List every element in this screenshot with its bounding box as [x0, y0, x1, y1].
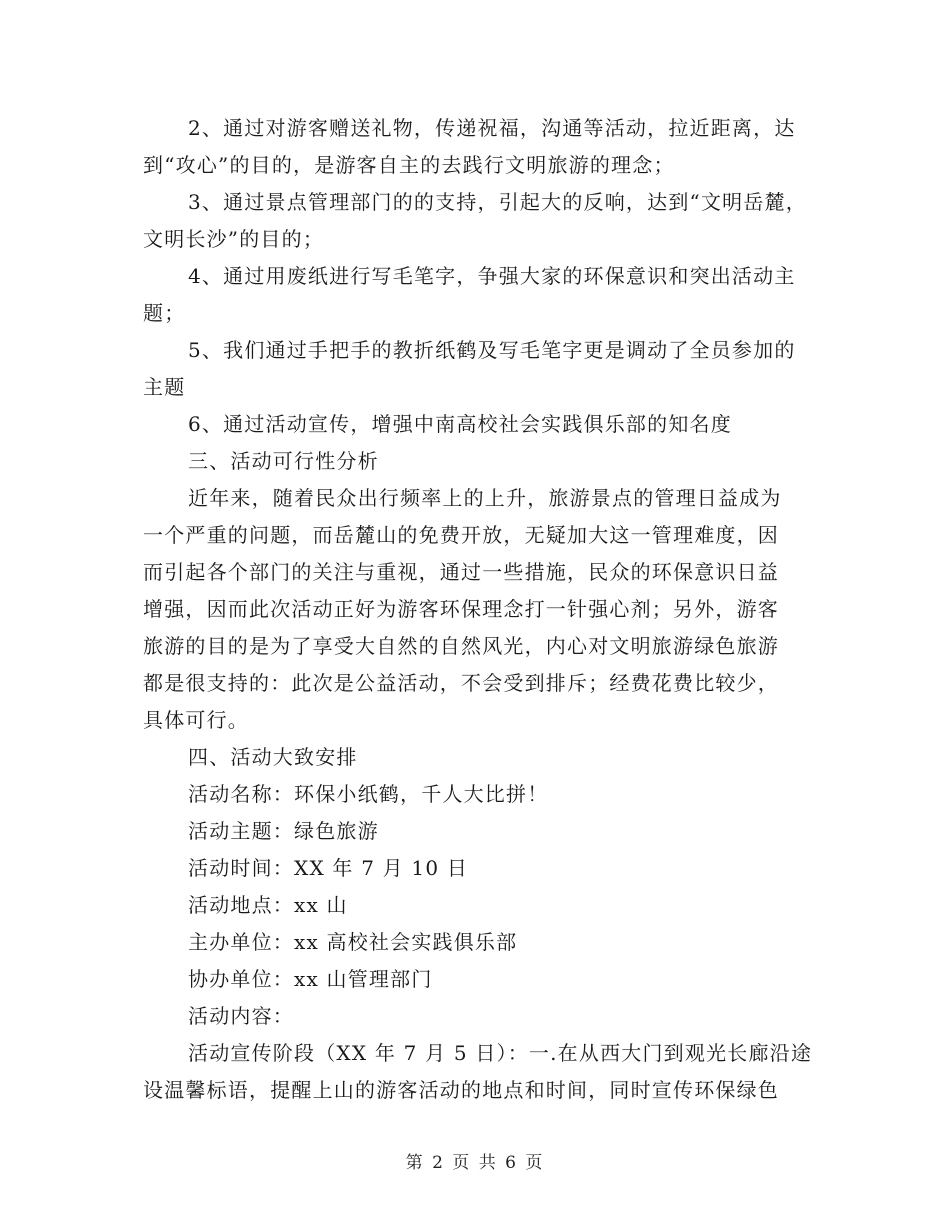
paragraph-line: 主题 [143, 375, 186, 399]
paragraph-line: 活动宣传阶段（XX 年 7 月 5 日）：一.在从西大门到观光长廊沿途 [188, 1041, 813, 1065]
paragraph-line: 5、我们通过手把手的教折纸鹤及写毛笔字更是调动了全员参加的 [188, 338, 796, 362]
activity-time: 活动时间：XX 年 7 月 10 日 [188, 856, 469, 880]
co-organizer: 协办单位：xx 山管理部门 [188, 967, 433, 991]
activity-theme: 活动主题：绿色旅游 [188, 819, 379, 843]
organizer: 主办单位：xx 高校社会实践俱乐部 [188, 930, 518, 954]
paragraph-line: 近年来，随着民众出行频率上的上升，旅游景点的管理日益成为 [188, 486, 782, 510]
paragraph-line: 到“攻心”的目的，是游客自主的去践行文明旅游的理念； [143, 153, 675, 177]
paragraph-line: 而引起各个部门的关注与重视，通过一些措施，民众的环保意识日益 [143, 560, 779, 584]
activity-location: 活动地点：xx 山 [188, 893, 348, 917]
paragraph-line: 具体可行。 [143, 708, 249, 732]
section-heading: 三、活动可行性分析 [188, 449, 379, 473]
activity-content-label: 活动内容： [188, 1004, 294, 1028]
paragraph-line: 6、通过活动宣传，增强中南高校社会实践俱乐部的知名度 [188, 412, 732, 436]
paragraph-line: 文明长沙”的目的； [143, 227, 325, 251]
paragraph-line: 设温馨标语，提醒上山的游客活动的地点和时间，同时宣传环保绿色 [143, 1078, 779, 1102]
paragraph-line: 一个严重的问题，而岳麓山的免费开放，无疑加大这一管理难度，因 [143, 523, 779, 547]
paragraph-line: 都是很支持的：此次是公益活动，不会受到排斥；经费花费比较少， [143, 671, 779, 695]
paragraph-line: 4、通过用废纸进行写毛笔字，争强大家的环保意识和突出活动主 [188, 264, 796, 288]
paragraph-line: 2、通过对游客赠送礼物，传递祝福，沟通等活动，拉近距离，达 [188, 116, 796, 140]
paragraph-line: 增强，因而此次活动正好为游客环保理念打一针强心剂；另外，游客 [143, 597, 779, 621]
section-heading: 四、活动大致安排 [188, 745, 358, 769]
page-number-footer: 第 2 页 共 6 页 [405, 1153, 545, 1173]
paragraph-line: 题； [143, 301, 186, 325]
paragraph-line: 旅游的目的是为了享受大自然的自然风光，内心对文明旅游绿色旅游 [143, 634, 779, 658]
activity-name: 活动名称：环保小纸鹤，千人大比拼！ [188, 782, 549, 806]
paragraph-line: 3、通过景点管理部门的的支持，引起大的反响，达到“文明岳麓， [188, 190, 807, 214]
